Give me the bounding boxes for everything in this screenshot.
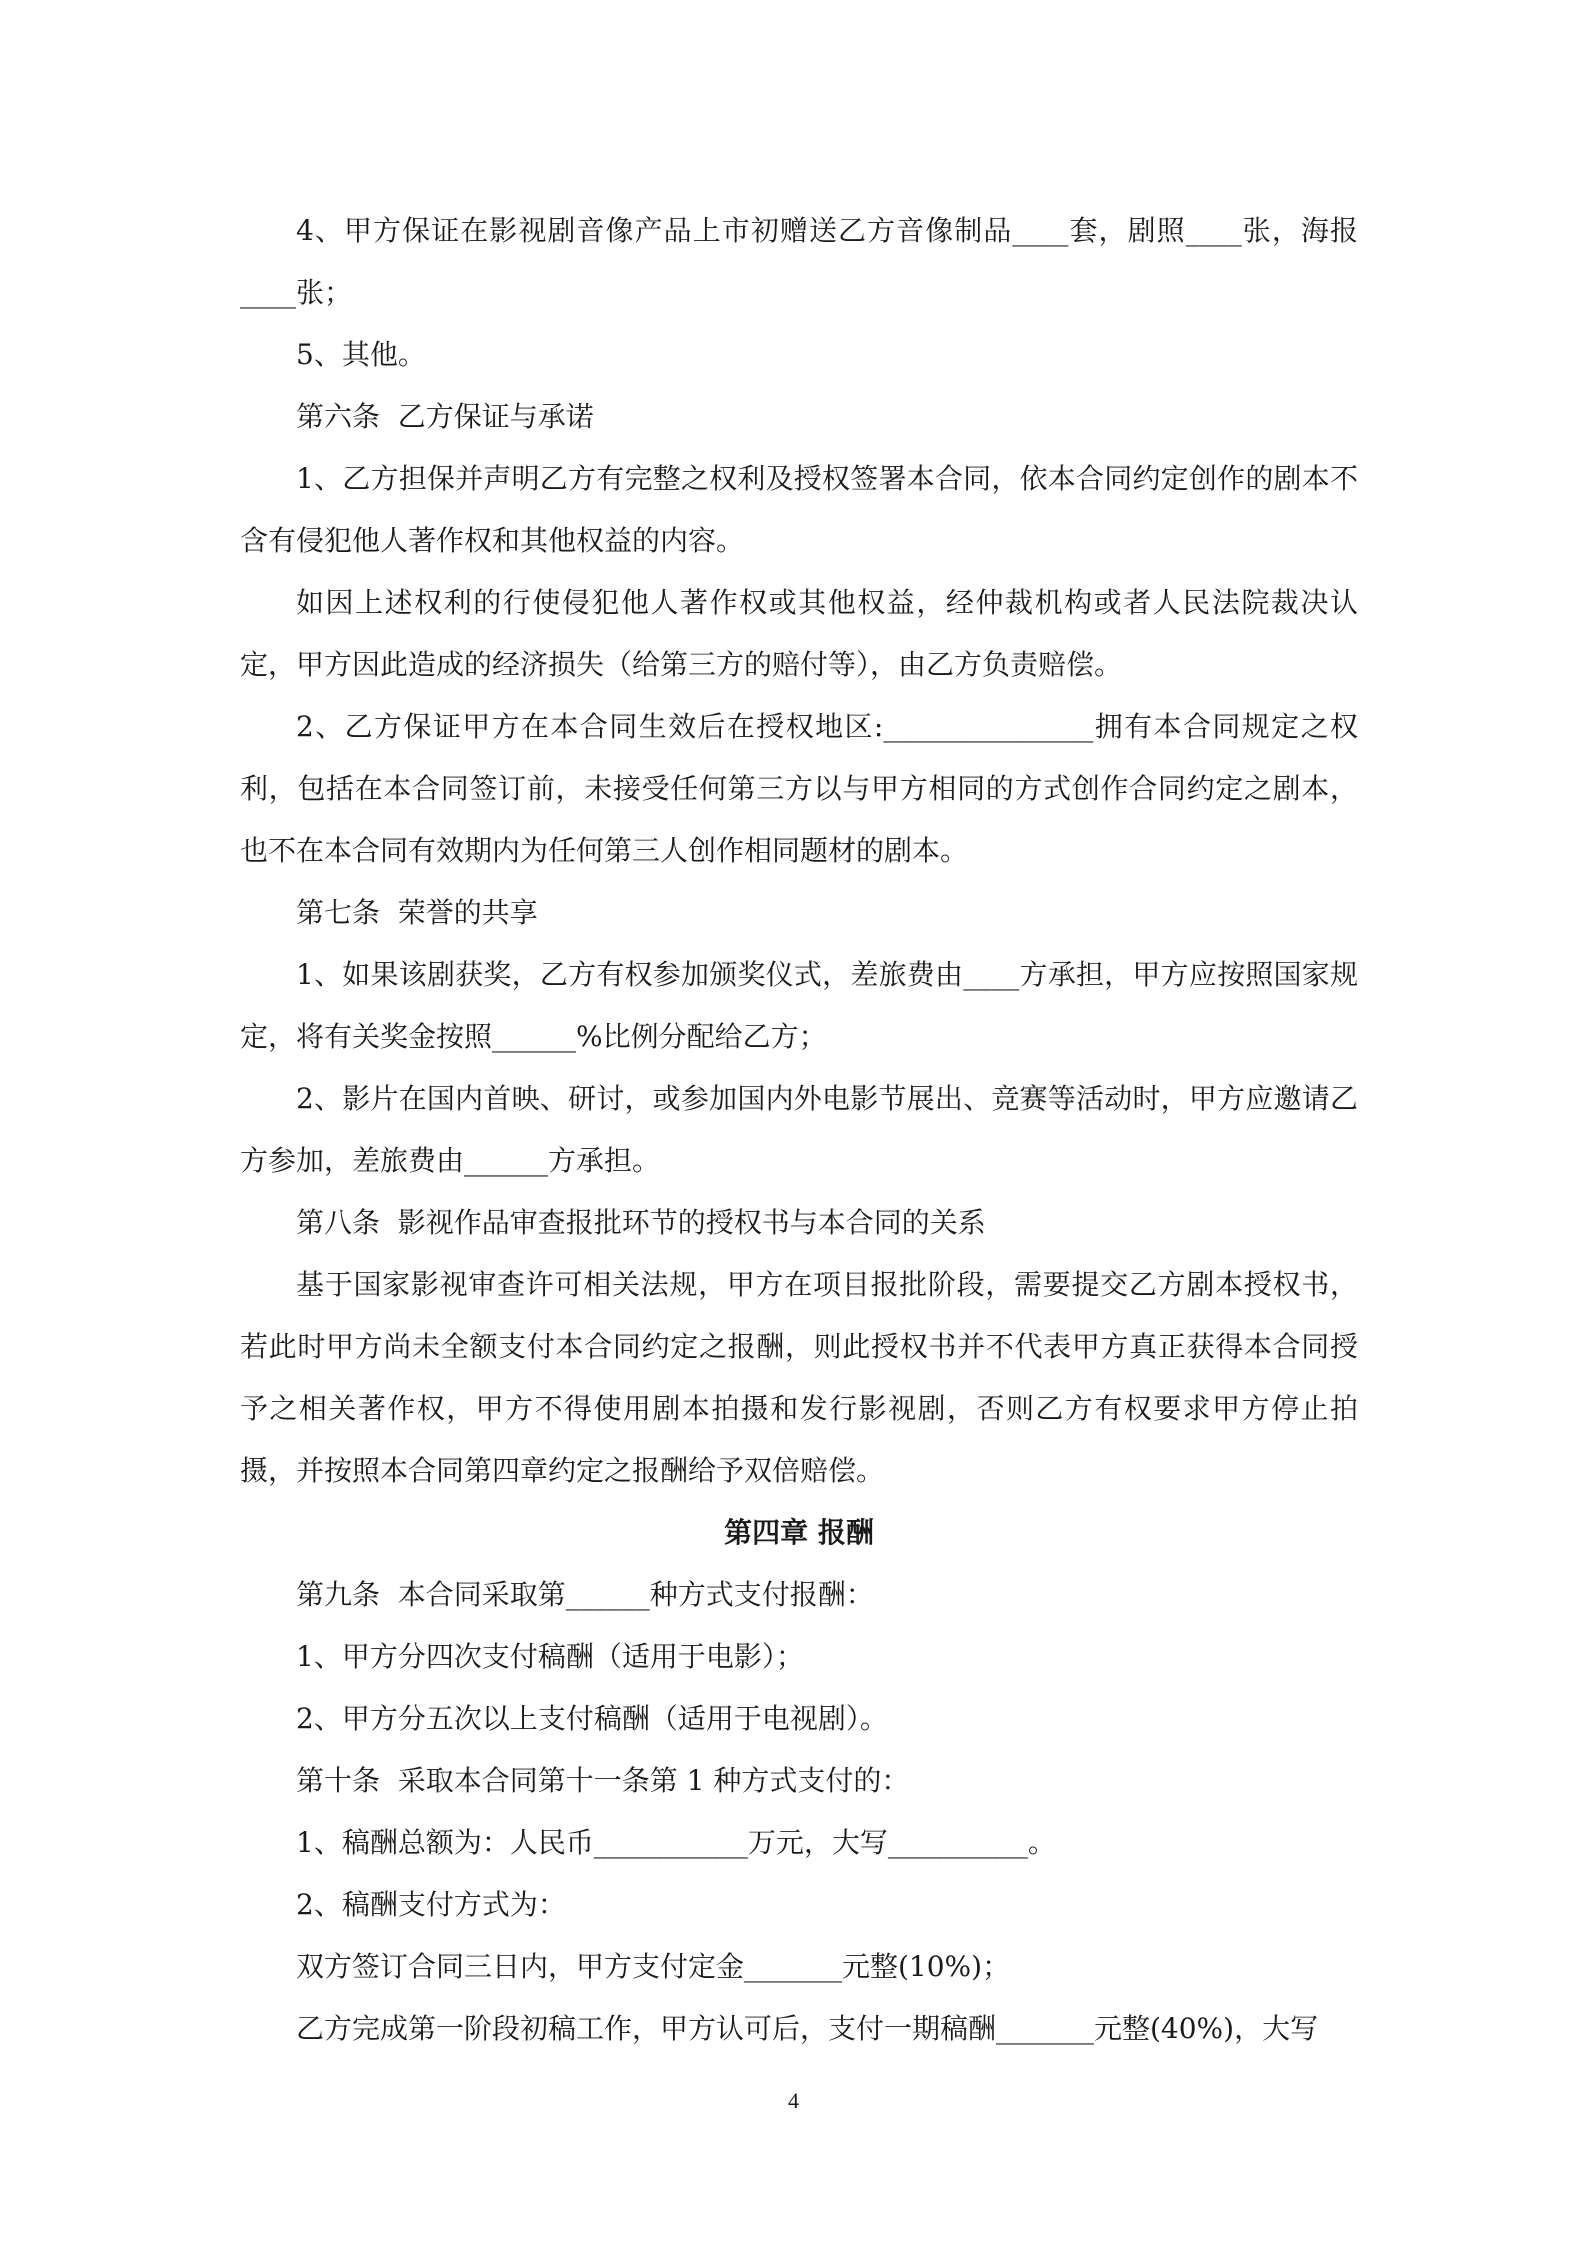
paragraph: 4、甲方保证在影视剧音像产品上市初赠送乙方音像制品____套，剧照____张，海报____张； bbox=[240, 214, 1358, 309]
document-body bbox=[240, 200, 1358, 2060]
paragraph: 2、甲方分五次以上支付稿酬（适用于电视剧）。 bbox=[296, 1702, 888, 1735]
chapter-heading: 第四章 报酬 bbox=[724, 1516, 874, 1549]
paragraph: 1、甲方分四次支付稿酬（适用于电影）； bbox=[296, 1640, 804, 1673]
paragraph: 5、其他。 bbox=[296, 338, 426, 371]
paragraph: 2、乙方保证甲方在本合同生效后在授权地区:_______________拥有本合同规定之权利，包括在本合同签订前，未接受任何第三方以与甲方相同的方式创作合同约定之剧本，也不在本合同有效期内为任何第三人创作相同题材的剧本。 bbox=[240, 710, 1358, 867]
section-title: 第九条 本合同采取第______种方式支付报酬： bbox=[296, 1578, 874, 1611]
section-title: 第十条 采取本合同第十一条第 1 种方式支付的： bbox=[296, 1764, 910, 1797]
paragraph: 双方签订合同三日内，甲方支付定金_______元整(10%)； bbox=[296, 1950, 1011, 1983]
paragraph: 1、稿酬总额为：人民币___________万元，大写__________。 bbox=[296, 1826, 1056, 1859]
paragraph: 2、影片在国内首映、研讨，或参加国内外电影节展出、竞赛等活动时，甲方应邀请乙方参加，差旅费由______方承担。 bbox=[240, 1082, 1358, 1177]
section-title: 第八条 影视作品审查报批环节的授权书与本合同的关系 bbox=[296, 1206, 986, 1239]
paragraph: 1、如果该剧获奖，乙方有权参加颁奖仪式，差旅费由____方承担，甲方应按照国家规定，将有关奖金按照______%比例分配给乙方； bbox=[240, 958, 1358, 1053]
section-title: 第七条 荣誉的共享 bbox=[296, 896, 538, 929]
section-title: 第六条 乙方保证与承诺 bbox=[296, 400, 594, 433]
paragraph: 1、乙方担保并声明乙方有完整之权利及授权签署本合同，依本合同约定创作的剧本不含有侵犯他人著作权和其他权益的内容。 bbox=[240, 462, 1358, 557]
paragraph: 乙方完成第一阶段初稿工作，甲方认可后，支付一期稿酬_______元整(40%)，大写 bbox=[296, 2012, 1319, 2045]
paragraph: 2、稿酬支付方式为： bbox=[296, 1888, 566, 1921]
paragraph: 基于国家影视审查许可相关法规，甲方在项目报批阶段，需要提交乙方剧本授权书，若此时甲方尚未全额支付本合同约定之报酬，则此授权书并不代表甲方真正获得本合同授予之相关著作权，甲方不得使用剧本拍摄和发行影视剧，否则乙方有权要求甲方停止拍摄，并按照本合同第四章约定之报酬给予双倍赔偿。 bbox=[240, 1268, 1358, 1487]
paragraph: 如因上述权利的行使侵犯他人著作权或其他权益，经仲裁机构或者人民法院裁决认定，甲方因此造成的经济损失（给第三方的赔付等），由乙方负责赔偿。 bbox=[240, 586, 1358, 681]
page-number: 4 bbox=[788, 2088, 799, 2113]
